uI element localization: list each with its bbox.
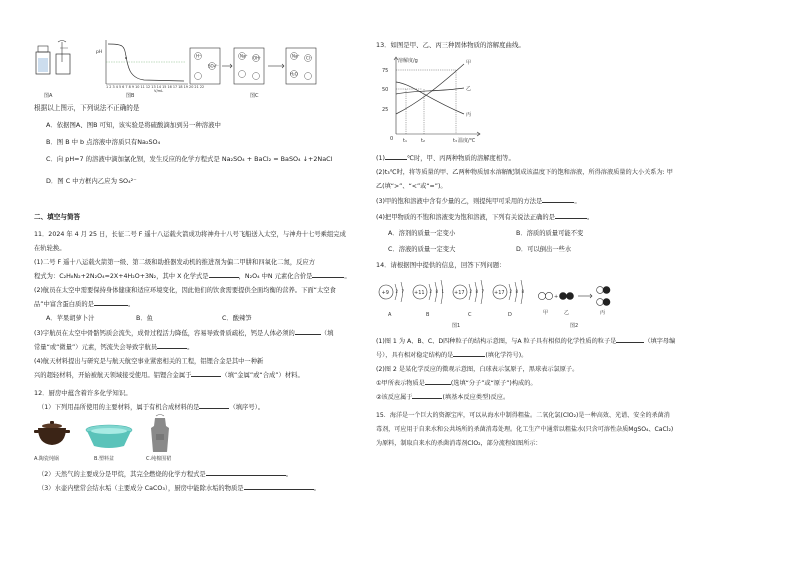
q11-line bbox=[34, 342, 193, 351]
q11-line bbox=[34, 299, 134, 308]
molecule-label: 丙 bbox=[600, 310, 606, 316]
q12-text: （3）水壶内壁常会结水垢（主要成分 CaCO₃），厨房中能除水垢的物质是 bbox=[38, 485, 244, 492]
q13-text: 乙(填“>”、“<”或“=”)。 bbox=[376, 183, 447, 190]
answer-blank[interactable] bbox=[157, 342, 187, 349]
plastic-basin-image bbox=[84, 424, 134, 450]
shell-electrons: 2 bbox=[395, 289, 399, 294]
q11-option: C．酸辣笋 bbox=[222, 315, 252, 322]
q14-text: （填字母编 bbox=[644, 338, 676, 345]
answer-blank[interactable] bbox=[616, 336, 644, 343]
q13-option: D．可以倒出一些水 bbox=[516, 246, 572, 253]
answer-blank[interactable] bbox=[412, 392, 442, 399]
shell-electrons: 8 bbox=[475, 289, 479, 294]
answer-blank[interactable] bbox=[295, 328, 321, 335]
section-heading: 二、填空与简答 bbox=[34, 213, 81, 221]
q11-text: 品”中富含蛋白质的是 bbox=[34, 301, 94, 308]
ion-label: SO₄²⁻ bbox=[208, 63, 220, 69]
q13-text: (4)把甲物质的不饱和溶液变为饱和溶液，下列有关说法正确的是 bbox=[376, 214, 555, 221]
q15-line: 毒剂，可应用于自来水和公共场所的杀菌消毒处理。化工生产中通常以粗盐水(只含可溶性杂质MgSO₄、CaCl₂) bbox=[376, 426, 674, 433]
shell-electrons: 2 bbox=[469, 289, 473, 294]
q12-text: （1）下列用品所使用的主要材料，属于有机合成材料的是 bbox=[38, 404, 200, 411]
q11-text: 兴的超轻材料，开始被航天领域接受使用。铝锂合金属于 bbox=[34, 372, 192, 379]
q14-line bbox=[376, 350, 527, 359]
q13-option: B．溶质的质量可能不变 bbox=[516, 230, 584, 237]
figure-b-xunit: V/mL bbox=[154, 89, 164, 93]
q11-line bbox=[34, 328, 333, 337]
q10-option-d: D．图 C 中方框内乙应为 SO₄²⁻ bbox=[46, 177, 137, 185]
svg-text:+: + bbox=[554, 294, 559, 300]
answer-blank[interactable] bbox=[542, 196, 574, 203]
ion-label: Na⁺ bbox=[240, 53, 248, 59]
x-tick: t₂ bbox=[421, 138, 425, 144]
answer-blank[interactable] bbox=[425, 378, 451, 385]
q11-text: 。 bbox=[344, 273, 351, 280]
q11-line: 11．2024 年 4 月 25 日，长征二号 F 遥十八运载火箭成功将神舟十八号飞船送入太空，与神舟十七号乘组完成 bbox=[34, 231, 346, 238]
q11-text: ，N₂O₄ 中N 元素化合价是 bbox=[238, 273, 313, 280]
shell-electrons: 2 bbox=[509, 289, 513, 294]
q11-option: B．鱼 bbox=[136, 315, 153, 322]
origin-label: 0 bbox=[390, 136, 394, 142]
q13-text: 。 bbox=[586, 214, 594, 221]
q12-text: （填序号）。 bbox=[229, 404, 265, 411]
q10-stem: 根据以上图示，下列说法不正确的是 bbox=[34, 104, 140, 112]
q14-text: (填基本反应类型)反应。 bbox=[442, 394, 510, 401]
q12-text: 。 bbox=[313, 485, 320, 492]
ion-label: OH⁻ bbox=[253, 55, 262, 61]
ion-label: H⁺ bbox=[196, 53, 202, 59]
answer-blank[interactable] bbox=[312, 271, 344, 278]
shell-electrons: 8 bbox=[515, 289, 519, 294]
q14-text: (填化学符号)。 bbox=[485, 352, 528, 359]
q15-line: 15．海洋是一个巨大的资源宝库，可以从海水中制得粗盐。二氧化氯(ClO₂)是一种高效、光谱、安全的杀菌消 bbox=[376, 412, 670, 419]
ion-label: H₂O bbox=[290, 71, 298, 77]
answer-blank[interactable] bbox=[199, 402, 229, 409]
answer-blank[interactable] bbox=[209, 271, 239, 278]
q11-line: (4)航天材料提出与研究是与航天航空事业紧密相关的工程，铝锂合金是其中一种新 bbox=[34, 358, 264, 365]
image-caption: B.塑料盆 bbox=[94, 456, 115, 462]
answer-blank[interactable] bbox=[453, 350, 485, 357]
figure-b-ph-curve bbox=[94, 38, 190, 90]
cotton-apron-image bbox=[150, 414, 170, 454]
q11-line: 在轨轮换。 bbox=[34, 245, 66, 252]
shell-electrons: 2 bbox=[429, 289, 433, 294]
q12-title: 12．厨房中蕴含着许多化学知识。 bbox=[34, 389, 132, 397]
ceramic-pot-image bbox=[34, 420, 70, 448]
atom-label: D bbox=[508, 312, 512, 318]
q10-option-a: A．依据图A、图B 可知，该实验是将硫酸滴加到另一种溶液中 bbox=[46, 121, 221, 129]
atom-label: C bbox=[468, 312, 472, 318]
molecule-reaction-diagram bbox=[536, 282, 636, 322]
answer-blank[interactable] bbox=[555, 212, 587, 219]
figure-b-ylabel: pH bbox=[96, 50, 103, 55]
figure-a-apparatus bbox=[34, 40, 74, 90]
q14-text: (选填“分子”或“原子”)构成的。 bbox=[450, 380, 537, 387]
image-caption: C.纯棉围裙 bbox=[146, 456, 172, 462]
shell-electrons: 8 bbox=[435, 289, 439, 294]
molecule-label: 甲 bbox=[543, 310, 549, 316]
q14-text: (1)图 1 为 A、B、C、D四种粒子的结构示意图，与A 粒子具有相似的化学性质的粒子是 bbox=[376, 338, 617, 345]
q11-text: （填“金属”或“合成”）材料。 bbox=[221, 372, 304, 379]
nucleus-charge: +17 bbox=[454, 290, 465, 296]
q11-line bbox=[34, 370, 304, 379]
atom-c bbox=[453, 280, 485, 318]
q11-option: A．苹果胡萝卜汁 bbox=[46, 315, 95, 322]
q12-text: （2）天然气的主要成分是甲烷，其完全燃烧的化学方程式是 bbox=[38, 471, 206, 478]
q11-line: (2)航员在太空中需要保持身体健康和适应环境变化，因此他们的饮食需要提供全面均衡的营养。下面“太空食 bbox=[34, 287, 336, 294]
q11-text: 。 bbox=[187, 344, 194, 351]
answer-blank[interactable] bbox=[244, 483, 314, 490]
q13-option: C．溶液的质量一定变大 bbox=[388, 246, 456, 253]
q14-line bbox=[376, 392, 509, 401]
q14-line: (2)图 2 是某化学反应的微观示意图，白球表示氢原子，黑球表示氯原子。 bbox=[376, 366, 579, 373]
atom-label: B bbox=[426, 312, 430, 318]
q13-line bbox=[376, 196, 581, 205]
q13-text: 。 bbox=[574, 198, 581, 205]
x-tick: t₃ bbox=[453, 138, 457, 144]
curve-bing bbox=[396, 82, 464, 114]
chart-ylabel: 溶解度/g bbox=[398, 58, 418, 64]
molecule-label: 乙 bbox=[564, 310, 570, 316]
shell-electrons: 1 bbox=[441, 289, 445, 294]
q10-option-b: B．图 B 中 b 点溶液中溶质只有Na₂SO₄ bbox=[46, 138, 161, 146]
figure-a-caption: 图A bbox=[44, 93, 53, 99]
shell-electrons: 7 bbox=[481, 289, 485, 294]
q10-option-c: C．向 pH=7 的溶液中滴加氯化钡，发生反应的化学方程式是 Na₂SO₄ + BaCl₂ = BaSO₄ ↓+2NaCl bbox=[46, 155, 333, 163]
q13-line: (2)t₃℃时，将等质量的甲、乙两种物质加水溶解配制成该温度下的饱和溶液，所得溶液质量的大小关系为: 甲 bbox=[376, 169, 673, 176]
figure-2-caption: 图2 bbox=[570, 323, 579, 329]
shell-electrons: 7 bbox=[401, 289, 405, 294]
answer-blank[interactable] bbox=[385, 153, 407, 160]
figure-c-caption: 图C bbox=[250, 93, 259, 99]
nucleus-charge: +9 bbox=[381, 290, 389, 296]
q11-line: (1)二号 F 遥十八运载火箭第一级、第二级和助推器发动机的推进剂为偏二甲肼和四氧化二氮，反应方 bbox=[34, 259, 316, 266]
q14-title: 14．请根据图中提供的信息，回答下列问题： bbox=[376, 261, 506, 269]
q13-text: (3)甲的饱和溶液中含有少量的乙，则提纯甲可采用的方法是 bbox=[376, 198, 543, 205]
y-tick: 50 bbox=[382, 87, 389, 93]
nucleus-charge: +11 bbox=[414, 290, 425, 296]
q12-line bbox=[38, 402, 264, 411]
solubility-curve-chart bbox=[376, 54, 486, 144]
ion-label: Cl⁻ bbox=[306, 55, 313, 61]
q14-line bbox=[376, 378, 537, 387]
figure-b-xaxis: 1 2 3 4 5 6 7 8 9 10 11 12 13 14 15 16 17 18 19 20 21 22 bbox=[106, 85, 205, 89]
image-caption: A.陶瓷炖锅 bbox=[34, 456, 59, 462]
atom-structure-diagrams bbox=[376, 276, 536, 320]
q11-text: 程式为：C₂H₈N₂+2N₂O₄=2X+4H₂O+3N₂，其中 X 化学式是 bbox=[34, 273, 209, 280]
q14-text: ①甲所表示物质是 bbox=[376, 380, 425, 387]
curve-label: 甲 bbox=[466, 60, 472, 66]
x-tick: t₁ bbox=[403, 138, 407, 144]
q15-line: 为原料，制取自来水的杀菌消毒剂ClO₂，部分流程如图所示： bbox=[376, 440, 542, 447]
q11-text: 。 bbox=[127, 301, 135, 308]
answer-blank[interactable] bbox=[191, 370, 221, 377]
answer-blank[interactable] bbox=[94, 299, 128, 306]
q13-title: 13．如图是甲、乙、丙三种固体物质的溶解度曲线。 bbox=[376, 41, 525, 49]
q14-text: 号），具有相对稳定结构的是 bbox=[376, 352, 454, 359]
q13-option: A．溶剂的质量一定变小 bbox=[388, 230, 456, 237]
figure-c-ion-diagram bbox=[190, 46, 330, 90]
q11-text: （填 bbox=[320, 330, 334, 337]
atom-b bbox=[413, 280, 445, 318]
figure-b-caption: 图B bbox=[126, 93, 135, 99]
q12-line bbox=[38, 483, 320, 492]
q12-text: 。 bbox=[285, 471, 293, 478]
figure-1-caption: 图1 bbox=[452, 323, 461, 329]
q11-text: (3)宇航员在太空中骨骼钙质会流失，成骨过程活力降低，容易导致骨质疏松，钙是人体必须的 bbox=[34, 330, 295, 337]
atom-label: A bbox=[388, 312, 392, 318]
curve-label: 乙 bbox=[466, 86, 472, 92]
q13-text: (1) bbox=[376, 155, 385, 162]
q13-line bbox=[376, 212, 593, 221]
nucleus-charge: +17 bbox=[494, 290, 505, 296]
q14-line bbox=[376, 336, 675, 345]
shell-electrons: 8 bbox=[521, 289, 525, 294]
q13-line bbox=[376, 181, 447, 190]
y-tick: 25 bbox=[382, 107, 389, 113]
chart-xlabel: 温度/℃ bbox=[458, 138, 476, 144]
answer-blank[interactable] bbox=[206, 469, 286, 476]
q13-line bbox=[376, 153, 515, 162]
q14-text: ②该反应属于 bbox=[376, 394, 413, 401]
q11-line bbox=[34, 271, 351, 280]
atom-d bbox=[493, 280, 525, 318]
q11-text: 常量“或“微量”）元素，钙流失会导致宇航员 bbox=[34, 344, 158, 351]
q12-line bbox=[38, 469, 292, 478]
q13-text: ℃时，甲、丙两种物质的溶解度相等。 bbox=[406, 155, 515, 162]
y-tick: 75 bbox=[382, 68, 389, 74]
ion-label: Na⁺ bbox=[292, 53, 300, 59]
atom-a bbox=[379, 282, 405, 318]
curve-yi bbox=[396, 88, 464, 94]
curve-label: 丙 bbox=[466, 112, 472, 118]
